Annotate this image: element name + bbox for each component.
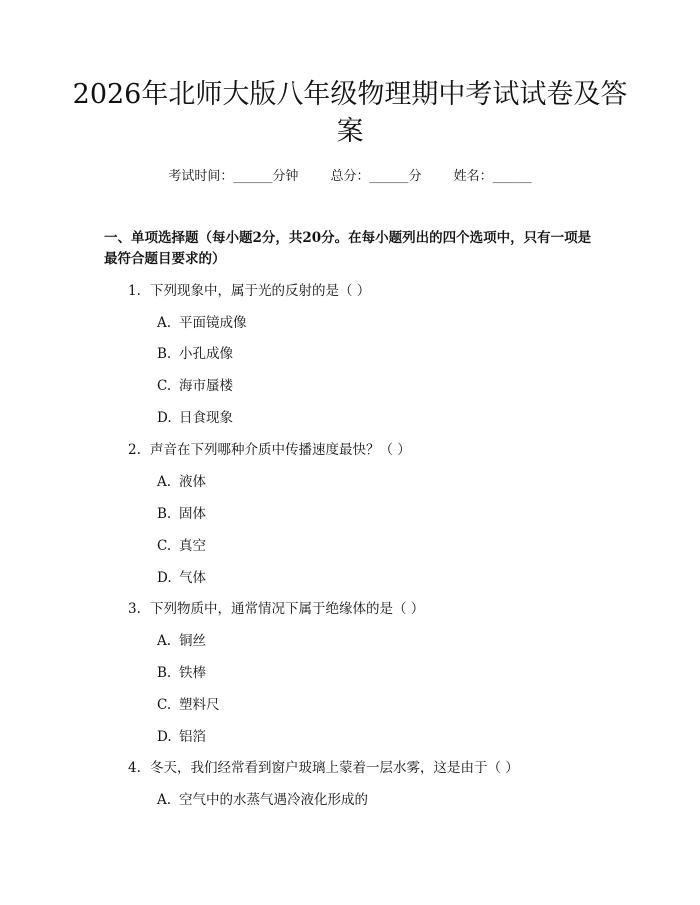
question-number: 1. — [128, 283, 141, 299]
exam-meta — [0, 167, 700, 187]
section-heading: 一、单项选择题（每小题2分，共20分。在每小题列出的四个选项中，只有一项是最符合题目要求的） — [104, 230, 592, 267]
question-2-option-d — [157, 568, 206, 588]
question-1-option-b — [157, 344, 233, 364]
option-text: 日食现象 — [179, 410, 233, 426]
question-1-option-c — [157, 376, 233, 396]
option-letter: A. — [157, 315, 172, 331]
option-text: 小孔成像 — [179, 346, 233, 362]
option-text: 海市蜃楼 — [179, 378, 233, 394]
question-text: 声音在下列哪种介质中传播速度最快？（ ） — [150, 442, 411, 458]
question-2 — [128, 440, 411, 460]
option-letter: B. — [157, 506, 172, 522]
option-letter: C. — [157, 378, 172, 394]
question-2-option-a — [157, 472, 206, 492]
question-1-option-a — [157, 313, 247, 333]
option-text: 真空 — [179, 538, 206, 554]
option-text: 空气中的水蒸气遇冷液化形成的 — [179, 792, 368, 808]
option-letter: B. — [157, 346, 172, 362]
option-letter: A. — [157, 633, 172, 649]
question-text: 下列现象中，属于光的反射的是（ ） — [150, 283, 371, 299]
option-text: 气体 — [179, 570, 206, 586]
option-letter: A. — [157, 474, 172, 490]
question-1-option-d — [157, 408, 233, 428]
question-3 — [128, 599, 424, 619]
option-text: 固体 — [179, 506, 206, 522]
question-text: 冬天，我们经常看到窗户玻璃上蒙着一层水雾，这是由于（ ） — [150, 760, 519, 776]
option-letter: D. — [157, 410, 172, 426]
question-text: 下列物质中，通常情况下属于绝缘体的是（ ） — [150, 601, 425, 617]
question-4 — [128, 758, 519, 778]
option-letter: B. — [157, 665, 172, 681]
student-name-field: 姓名：______ — [453, 169, 532, 184]
option-text: 铜丝 — [179, 633, 206, 649]
option-letter: A. — [157, 792, 172, 808]
question-number: 3. — [128, 601, 141, 617]
option-text: 塑料尺 — [179, 697, 220, 713]
option-letter: C. — [157, 538, 172, 554]
option-letter: D. — [157, 729, 172, 745]
question-3-option-c — [157, 695, 220, 715]
option-text: 铁棒 — [179, 665, 206, 681]
question-number: 4. — [128, 760, 141, 776]
question-1 — [128, 281, 370, 301]
question-2-option-b — [157, 504, 206, 524]
question-number: 2. — [128, 442, 141, 458]
option-text: 铝箔 — [179, 729, 206, 745]
exam-title: 2026年北师大版八年级物理期中考试试卷及答案 — [72, 79, 628, 147]
question-3-option-a — [157, 631, 206, 651]
total-score-field: 总分：______分 — [330, 169, 422, 184]
question-4-option-a — [157, 790, 368, 810]
question-2-option-c — [157, 536, 206, 556]
option-letter: D. — [157, 570, 172, 586]
question-3-option-d — [157, 727, 206, 747]
option-letter: C. — [157, 697, 172, 713]
question-3-option-b — [157, 663, 206, 683]
option-text: 液体 — [179, 474, 206, 490]
exam-time-field: 考试时间：______分钟 — [168, 169, 299, 184]
option-text: 平面镜成像 — [179, 315, 247, 331]
